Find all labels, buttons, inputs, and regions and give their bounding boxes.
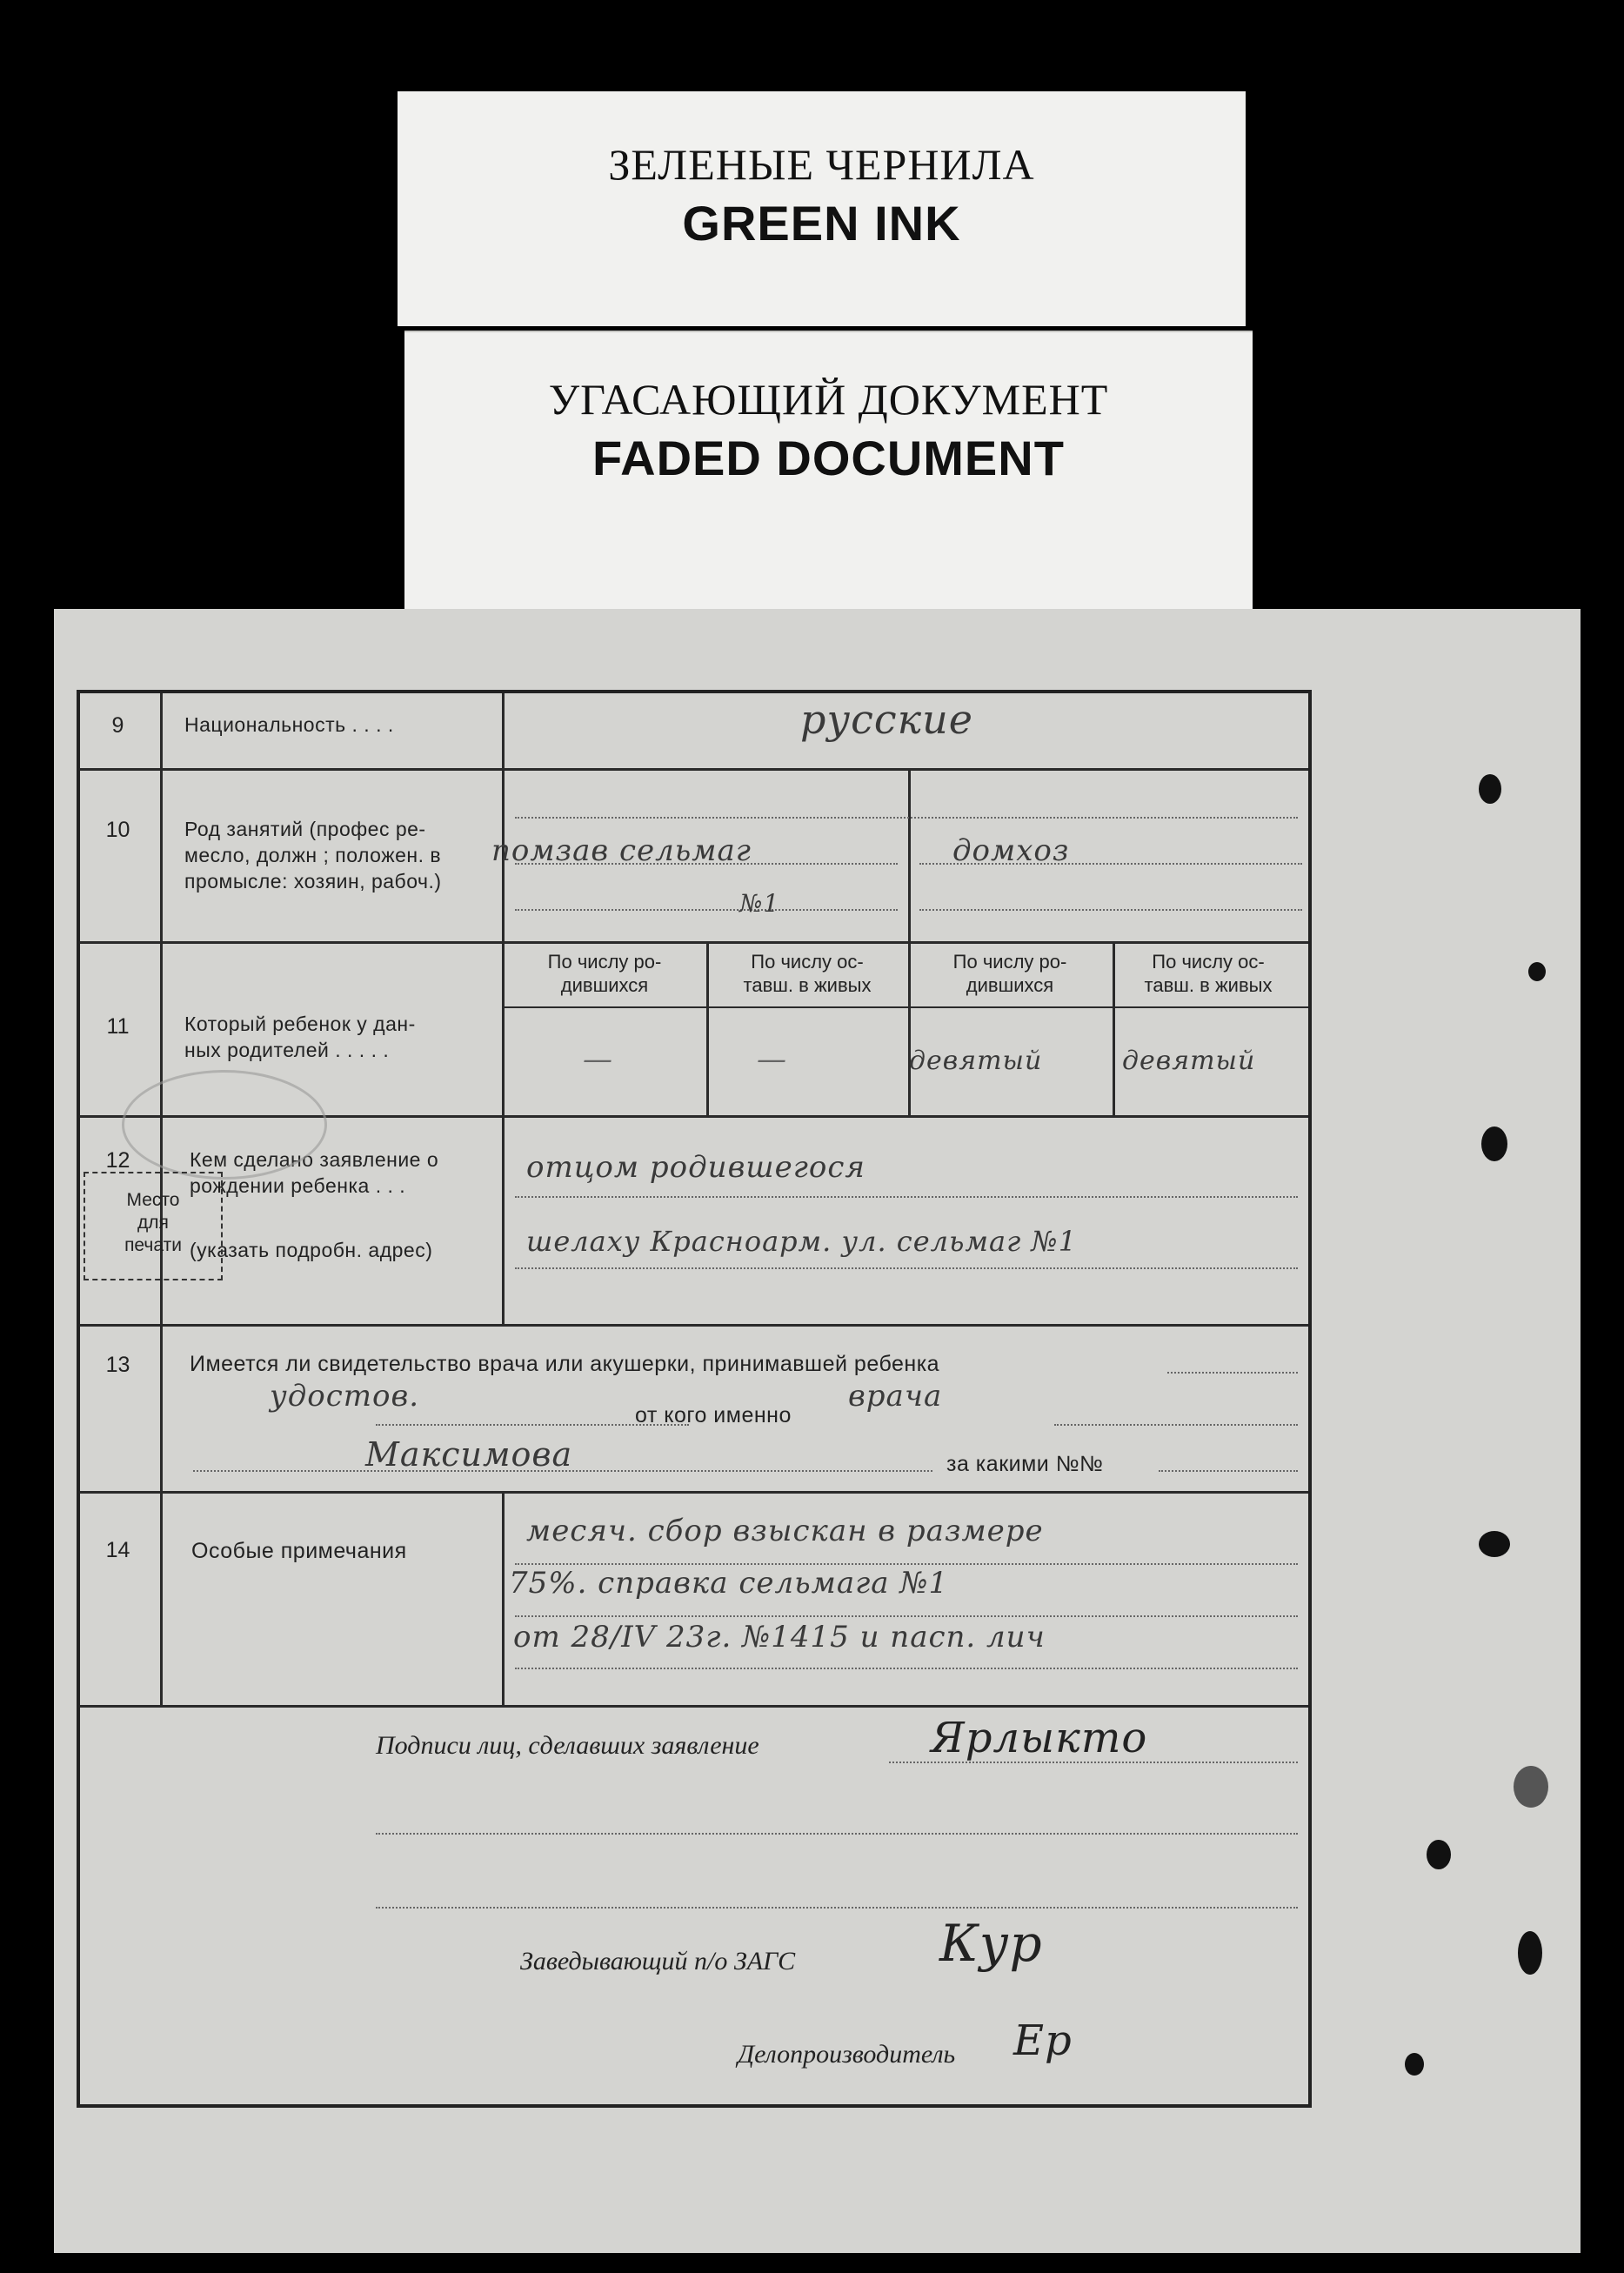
occupation-label-3: промысле: хозяин, рабоч.) xyxy=(184,870,442,892)
faded-document-card xyxy=(404,331,1253,609)
punch-hole xyxy=(1427,1840,1451,1869)
occupation-father-value: помзав сельмаг xyxy=(491,833,752,868)
official-seal xyxy=(122,1070,327,1180)
stamp-place-text: Место xyxy=(126,1190,180,1210)
stamp-place-box xyxy=(84,1172,223,1280)
nationality-label: Национальность . . . . xyxy=(184,713,394,736)
col-header: дившихся xyxy=(560,974,649,996)
remarks-value-2: 75%. справка сельмага №1 xyxy=(509,1566,949,1601)
declarant-value-2: шелаху Красноарм. ул. сельмаг №1 xyxy=(526,1225,1078,1258)
row-number: 12 xyxy=(105,1148,130,1173)
child-order-v2: — xyxy=(757,1042,787,1077)
declarant-label-2: рождении ребенка . . . xyxy=(190,1174,406,1197)
occupation-label-2: месло, должн ; положен. в xyxy=(184,844,442,866)
remarks-label: Особые примечания xyxy=(191,1539,407,1563)
row-number: 14 xyxy=(105,1538,130,1562)
clerk-label: Делопроизводитель xyxy=(738,2040,956,2069)
clerk-signature: Ер xyxy=(1013,2016,1073,2065)
applicants-signature-label: Подписи лиц, сделавших заявление xyxy=(376,1731,759,1760)
row-number: 9 xyxy=(111,713,124,738)
punch-hole xyxy=(1518,1931,1542,1975)
punch-hole xyxy=(1405,2053,1424,2076)
col-header: дившихся xyxy=(966,974,1054,996)
col-header: тавш. в живых xyxy=(1144,974,1273,996)
faded-en: FADED DOCUMENT xyxy=(592,431,1065,485)
applicants-signature: Ярлыкто xyxy=(931,1714,1148,1762)
declarant-label-3: (указать подробн. адрес) xyxy=(190,1239,433,1261)
punch-hole xyxy=(1528,962,1546,981)
nationality-value: русские xyxy=(800,696,973,743)
doctor-name-value: Максимова xyxy=(365,1435,573,1474)
declarant-label-1: Кем сделано заявление о xyxy=(190,1148,439,1171)
child-order-label-2: ных родителей . . . . . xyxy=(184,1039,390,1061)
occupation-father-value-2: №1 xyxy=(739,889,780,918)
green-ink-ru: ЗЕЛЕНЫЕ ЧЕРНИЛА xyxy=(608,140,1035,189)
from-whom-label: от кого именно xyxy=(635,1403,792,1427)
punch-hole xyxy=(1481,1126,1507,1161)
faded-ru: УГАСАЮЩИЙ ДОКУМЕНТ xyxy=(548,375,1109,424)
punch-hole xyxy=(1479,1531,1510,1557)
numbers-label: за какими №№ xyxy=(946,1452,1104,1476)
col-header: По числу ро- xyxy=(952,951,1067,973)
child-order-label-1: Который ребенок у дан- xyxy=(184,1013,416,1035)
registrar-head-signature: Кур xyxy=(939,1914,1043,1973)
punch-hole xyxy=(1479,774,1501,804)
col-header: По числу ос- xyxy=(1152,951,1265,973)
occupation-label-1: Род занятий (профес ре- xyxy=(184,818,426,840)
registrar-head-label: Заведывающий п/о ЗАГС xyxy=(520,1947,796,1976)
certificate-label: Имеется ли свидетельство врача или акушерки, принимавшей ребенка xyxy=(190,1352,940,1376)
declarant-value-1: отцом родившегося xyxy=(526,1150,865,1185)
stamp-place-text: печати xyxy=(124,1235,182,1255)
green-ink-en: GREEN INK xyxy=(682,196,961,251)
row-number: 13 xyxy=(105,1353,130,1377)
col-header: По числу ос- xyxy=(751,951,864,973)
child-order-v1: — xyxy=(583,1042,613,1077)
registration-form xyxy=(77,690,1312,2108)
remarks-value-3: от 28/IV 23г. №1415 и пасп. лич xyxy=(513,1620,1046,1655)
remarks-value-1: месяч. сбор взыскан в размере xyxy=(526,1514,1044,1548)
certificate-value: удостов. xyxy=(270,1379,420,1414)
row-number: 10 xyxy=(105,818,130,842)
occupation-mother-value: домхоз xyxy=(952,833,1070,868)
green-ink-card xyxy=(398,91,1246,326)
col-header: По числу ро- xyxy=(547,951,662,973)
punch-hole xyxy=(1514,1766,1548,1808)
row-number: 11 xyxy=(106,1014,130,1039)
child-order-v4: девятый xyxy=(1122,1046,1256,1076)
stamp-place-text: для xyxy=(137,1213,169,1233)
child-order-v3: девятый xyxy=(909,1046,1043,1076)
col-header: тавш. в живых xyxy=(743,974,872,996)
from-whom-value: врача xyxy=(848,1379,943,1414)
